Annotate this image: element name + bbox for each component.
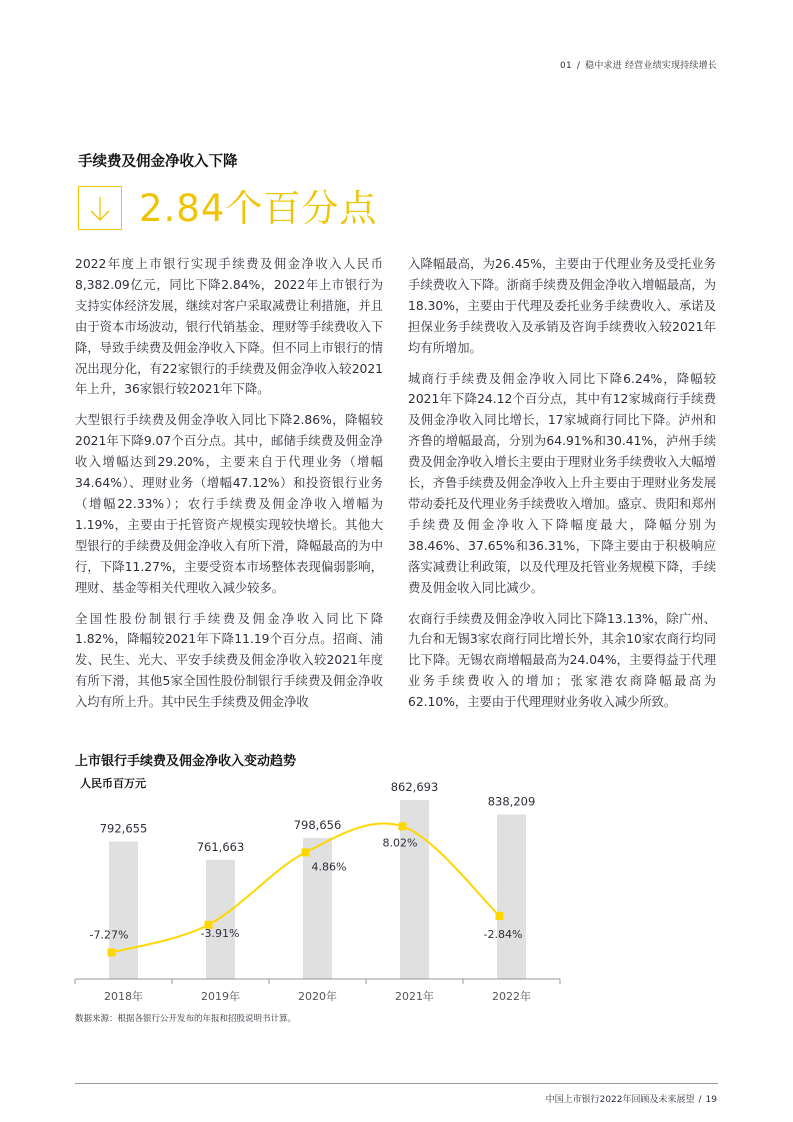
page-number: 19	[705, 1095, 717, 1105]
paragraph: 城商行手续费及佣金净收入同比下降6.24%，降幅较2021年下降24.12个百分点，其中有12家城商行手续费及佣金净收入同比增长，17家城商行同比下降。泸州和齐鲁的增幅最高，分别为64.91%和30.41%，泸州手续费及佣金净收入增长主要由于理财业务手续费收入大幅增长，齐鲁手续费及佣金净收入上升主要由于理财业务发展带动委托及代理业务手续费收入增加。盛京、贵阳和郑州手续费及佣金净收入下降幅度最大，降幅分别为38.46%、37.65%和36.31%，下降主要由于积极响应落实减费让利政策，以及代理及托管业务规模下降，手续费及佣金收入同比减少。	[408, 371, 716, 595]
x-tick-label: 2022年	[492, 990, 531, 1003]
paragraph: 全国性股份制银行手续费及佣金净收入同比下降1.82%，降幅较2021年下降11.19个百分点。招商、浦发、民生、光大、平安手续费及佣金净收入较2021年度有所下滑，其他5家全国性股份制银行手续费及佣金净收入均有所上升。其中民生手续费及佣金净收	[75, 611, 383, 710]
paragraph: 2022年度上市银行实现手续费及佣金净收入人民币8,382.09亿元，同比下降2.84%，2022年上市银行为支持实体经济发展，继续对客户采取减费让利措施，并且由于资本市场波动，银行代销基金、理财等手续费收入下降，导致手续费及佣金净收入下降。但不同上市银行的情况出现分化，有22家银行的手续费及佣金净收入较2021年上升，36家银行较2021年下降。	[75, 257, 383, 397]
chart-title: 上市银行手续费及佣金净收入变动趋势	[75, 754, 297, 769]
page-footer	[546, 1092, 717, 1105]
growth-point	[108, 948, 116, 956]
growth-label: 8.02%	[382, 836, 418, 850]
bar	[303, 838, 332, 979]
bar-value-label: 761,663	[196, 839, 245, 854]
paragraph: 农商行手续费及佣金净收入同比下降13.13%，除广州、九台和无锡3家农商行同比增长外，其余10家农商行均同比下降。无锡农商增幅最高为24.04%，主要得益于代理业务手续费收入的增加；张家港农商降幅最高为62.10%，主要由于代理理财业务收入减少所致。	[408, 611, 716, 710]
footer-title: 中国上市银行2022年回顾及未来展望	[545, 1095, 695, 1105]
bar-value-label: 792,655	[99, 821, 148, 836]
bar	[109, 841, 138, 979]
highlight-value: 2.84个百分点	[139, 187, 378, 230]
growth-label: 4.86%	[311, 860, 347, 874]
bar	[497, 815, 526, 979]
header-section-title: 稳中求进 经营业绩实现持续增长	[585, 61, 717, 71]
footer-divider	[75, 1083, 718, 1084]
chart-unit-label: 人民币百万元	[80, 777, 146, 790]
bar-value-label: 838,209	[487, 794, 536, 809]
x-tick-label: 2019年	[201, 990, 240, 1003]
x-tick-label: 2020年	[298, 990, 337, 1003]
bar-value-label: 862,693	[390, 780, 439, 795]
x-tick-label: 2021年	[395, 990, 434, 1003]
growth-point	[302, 848, 310, 856]
growth-label: -3.91%	[200, 926, 240, 940]
bar	[206, 860, 235, 979]
header-separator: /	[576, 61, 581, 71]
growth-point	[496, 912, 504, 920]
footer-separator: /	[698, 1095, 702, 1105]
x-tick-label: 2018年	[104, 990, 143, 1003]
source-note: 数据来源：根据各银行公开发布的年报和招股说明书计算。	[75, 1014, 297, 1024]
growth-label: -7.27%	[89, 928, 129, 942]
section-title: 手续费及佣金净收入下降	[78, 154, 238, 170]
header-section-number: 01	[560, 61, 572, 71]
growth-point	[399, 822, 407, 830]
paragraph: 入降幅最高，为26.45%，主要由于代理业务及受托业务手续费收入下降。浙商手续费及佣金净收入增幅最高，为18.30%，主要由于代理及委托业务手续费收入、承诺及担保业务手续费收入及承销及咨询手续费收入较2021年均有所增加。	[408, 257, 716, 355]
paragraph: 大型银行手续费及佣金净收入同比下降2.86%，降幅较2021年下降9.07个百分点。其中，邮储手续费及佣金净收入增幅达到29.20%，主要来自于代理业务（增幅34.64%）、理财业务（增幅47.12%）和投资银行业务（增幅22.33%）；农行手续费及佣金净收入增幅为1.19%，主要由于托管资产规模实现较快增长。其他大型银行的手续费及佣金净收入有所下滑，降幅最高的为中行，下降11.27%，主要受资本市场整体表现偏弱影响，理财、基金等相关代理收入减少较多。	[75, 413, 383, 595]
bar-value-label: 798,656	[293, 817, 342, 832]
growth-label: -2.84%	[483, 927, 523, 941]
